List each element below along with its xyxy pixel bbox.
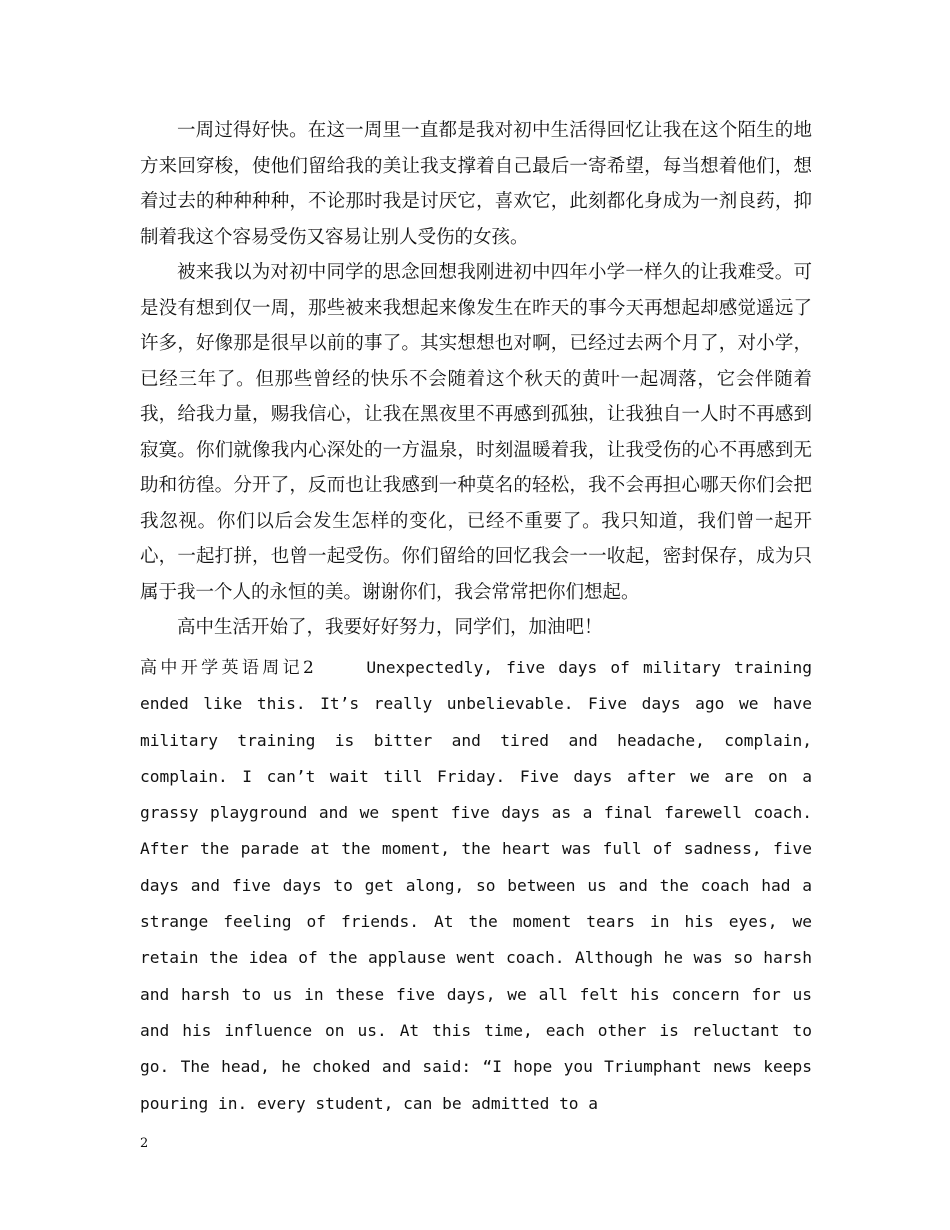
paragraph-2: 被来我以为对初中同学的思念回想我刚进初中四年小学一样久的让我难受。可是没有想到仅一周，那些被来我想起来像发生在昨天的事今天再想起却感觉遥远了许多，好像那是很早以前的事了。其实想想也对啊，已经过去两个月了，对小学，已经三年了。但那些曾经的快乐不会随着这个秋天的黄叶一起凋落，它会伴随着我，给我力量，赐我信心，让我在黑夜里不再感到孤独，让我独自一人时不再感到寂寞。你们就像我内心深处的一方温泉，时刻温暖着我，让我受伤的心不再感到无助和彷徨。分开了，反而也让我感到一种莫名的轻松，我不会再担心哪天你们会把我忽视。你们以后会发生怎样的变化，已经不重要了。我只知道，我们曾一起开心，一起打拼，也曾一起受伤。你们留给的回忆我会一一收起，密封保存，成为只属于我一个人的永恒的美。谢谢你们，我会常常把你们想起。: [140, 262, 812, 603]
chinese-body: [140, 113, 812, 646]
english-body: Unexpectedly, five days of military training ended like this. It’s really unbelievable. Five days ago we have military training is bitter and tired and headache, complain, complain. I can’t wait till Friday. Five days after we are on a grassy playground and we spent five days as a final farewell coach. After the parade at the moment, the heart was full of sadness, five days and five days to get along, so between us and the coach had a strange feeling of friends. At the moment tears in his eyes, we retain the idea of the applause went coach. Although he was so harsh and harsh to us in these five days, we all felt his concern for us and his influence on us. At this time, each other is reluctant to go. The head, he choked and said: “I hope you Triumphant news keeps pouring in. every student, can be admitted to a: [140, 658, 812, 1113]
page-number: 2: [140, 1136, 149, 1151]
paragraph-3: 高中生活开始了，我要好好努力，同学们，加油吧！: [177, 617, 603, 638]
english-heading: 高中开学英语周记2: [140, 658, 314, 678]
english-section: [140, 650, 812, 1122]
paragraph-1: 一周过得好快。在这一周里一直都是我对初中生活得回忆让我在这个陌生的地方来回穿梭，使他们留给我的美让我支撑着自己最后一寄希望，每当想着他们，想着过去的种种种种，不论那时我是讨厌它，喜欢它，此刻都化身成为一剂良药，抑制着我这个容易受伤又容易让别人受伤的女孩。: [140, 120, 812, 248]
